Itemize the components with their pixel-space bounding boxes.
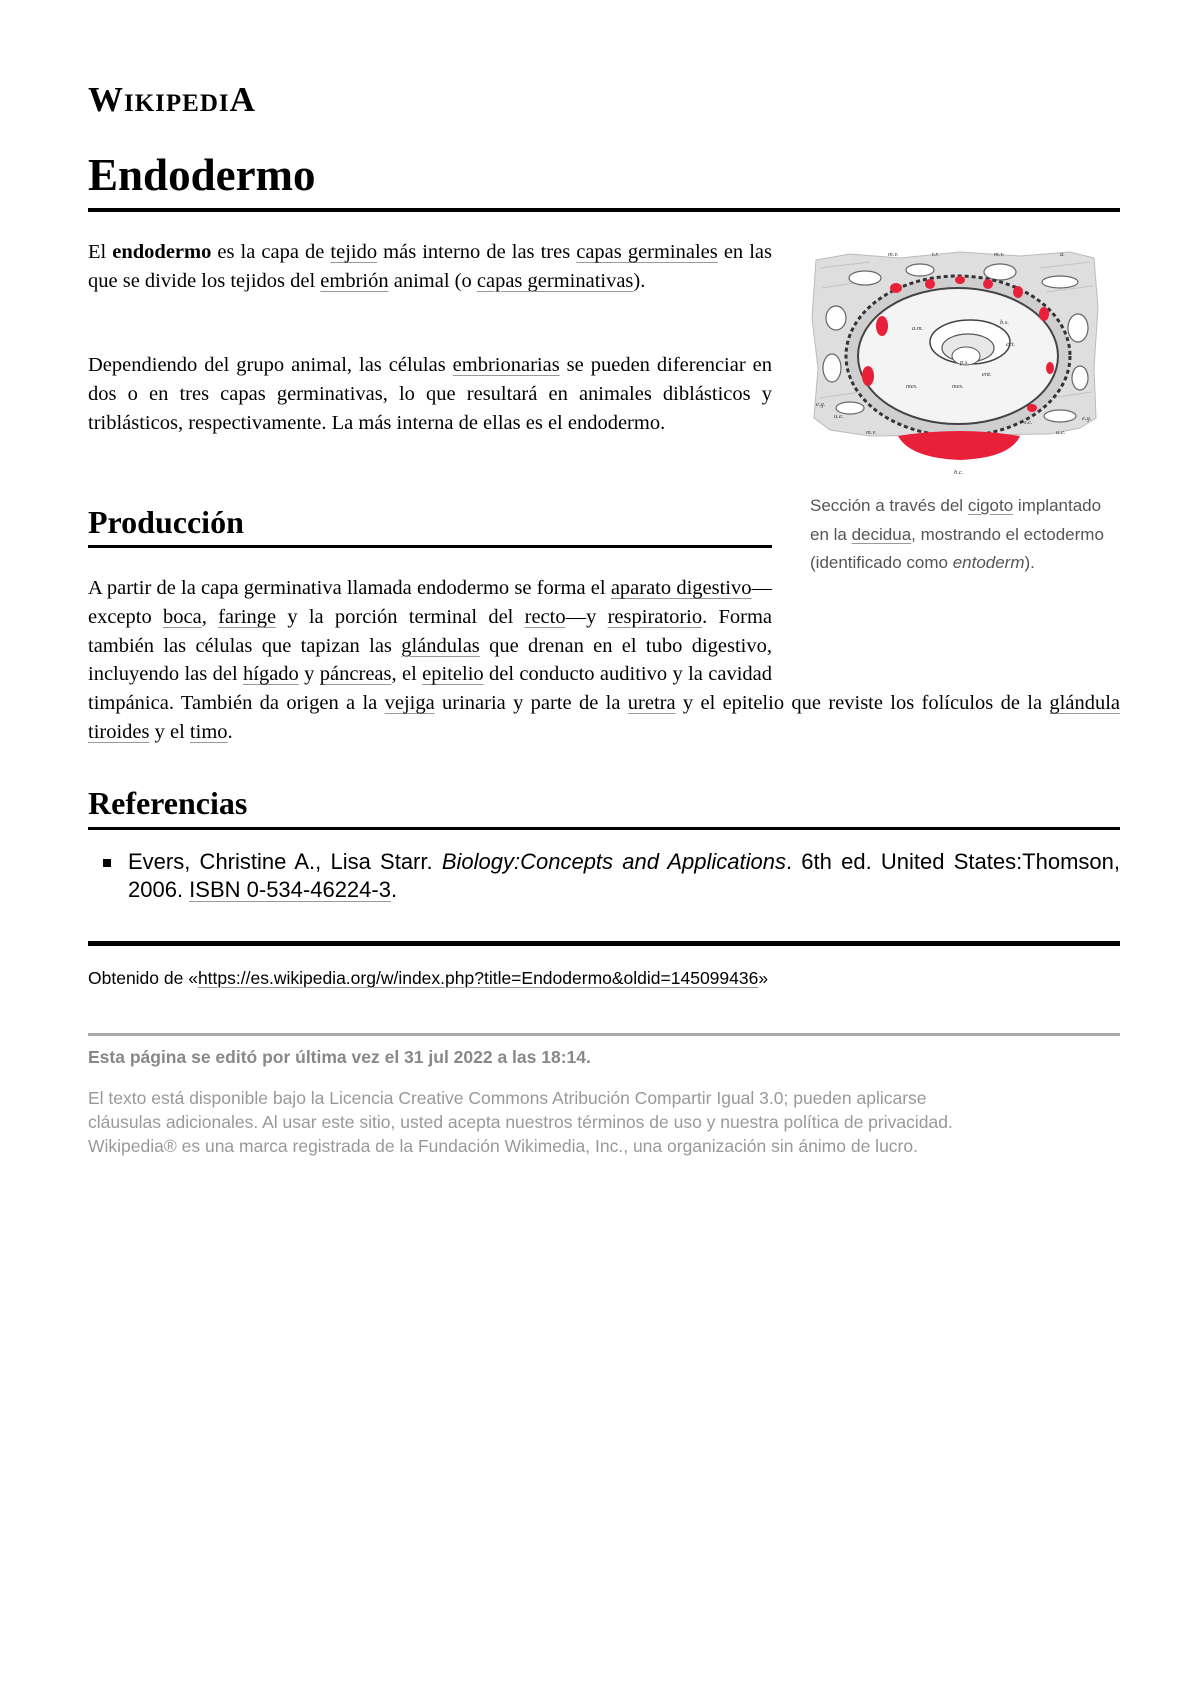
- svg-text:a.m.: a.m.: [912, 325, 924, 332]
- footer-grey-divider: [88, 1033, 1120, 1036]
- link-vejiga[interactable]: vejiga: [384, 692, 435, 715]
- produccion-paragraph: A partir de la capa germinativa llamada endodermo se forma el aparato digestivo—excepto boca, faringe y la porción terminal del recto—y respiratorio. Forma también las células que tapizan las glándulas que drenan en el tubo digestivo, incluyendo las del hígado y páncreas, el epitelio del conducto auditivo y la cavidad timpánica. También da origen a la vejiga urinaria y parte de la uretra y el epitelio que reviste los folículos de la glándula tiroides y el timo.: [88, 577, 1120, 743]
- svg-text:m.v.: m.v.: [866, 429, 877, 436]
- embryo-section-image[interactable]: [810, 248, 1100, 478]
- link-cigoto[interactable]: cigoto: [967, 496, 1014, 515]
- link-higado[interactable]: hígado: [243, 663, 299, 686]
- link-epitelio[interactable]: epitelio: [422, 663, 484, 686]
- link-timo[interactable]: timo: [189, 720, 228, 743]
- svg-text:m.v.: m.v.: [888, 251, 899, 258]
- svg-text:mes.: mes.: [952, 383, 964, 390]
- link-glandula-tiroides[interactable]: glándula tiroides: [88, 692, 1120, 743]
- svg-text:p.s.: p.s.: [960, 359, 970, 366]
- link-aparato-digestivo[interactable]: aparato digestivo: [610, 577, 752, 599]
- intro-paragraph-2: Dependiendo del grupo animal, las células embrionarias se pueden diferenciar en dos o en tres capas germinativas, lo que resultará en animales diblásticos y triblásticos, respectivamente. La más interna de ellas es el endodermo.: [88, 354, 773, 434]
- svg-text:t.r.: t.r.: [932, 251, 939, 258]
- link-boca[interactable]: boca: [163, 605, 202, 628]
- section-heading-referencias: Referencias: [88, 785, 248, 821]
- link-embrion[interactable]: embrión: [320, 269, 389, 292]
- footer-divider: [88, 941, 1120, 946]
- svg-text:u.e.: u.e.: [834, 413, 844, 420]
- bold-term: endodermo: [112, 241, 212, 263]
- last-edited: Esta página se editó por última vez el 31 jul 2022 a las 18:14.: [88, 1047, 591, 1067]
- svg-text:b.c.: b.c.: [954, 469, 964, 476]
- link-tejido[interactable]: tejido: [330, 241, 378, 263]
- link-decidua[interactable]: decidua: [851, 524, 912, 544]
- bullet-icon: [103, 859, 111, 867]
- svg-text:mes.: mes.: [906, 383, 918, 390]
- link-glandulas[interactable]: glándulas: [401, 634, 480, 657]
- title-divider: [88, 208, 1120, 212]
- obtained-from: Obtenido de «https://es.wikipedia.org/w/index.php?title=Endodermo&oldid=145099436»: [88, 968, 769, 988]
- svg-text:s.c.: s.c.: [1024, 419, 1033, 426]
- link-uretra[interactable]: uretra: [627, 692, 676, 715]
- link-recto[interactable]: recto: [524, 605, 566, 628]
- section-divider: [88, 545, 772, 548]
- link-capas-germinales[interactable]: capas germinales: [576, 241, 718, 263]
- svg-text:m.v.: m.v.: [994, 251, 1005, 258]
- svg-text:ect.: ect.: [1006, 341, 1016, 348]
- svg-text:a.: a.: [1060, 251, 1065, 258]
- infobox: [810, 248, 1120, 578]
- svg-text:b.s.: b.s.: [1000, 319, 1010, 326]
- references-list: [88, 848, 1120, 904]
- page-title: Endodermo: [88, 150, 316, 200]
- link-pancreas[interactable]: páncreas: [319, 663, 392, 686]
- section-divider: [88, 827, 1120, 830]
- link-respiratorio[interactable]: respiratorio: [607, 605, 703, 628]
- link-faringe[interactable]: faringe: [218, 605, 277, 628]
- svg-text:u.e.: u.e.: [1056, 429, 1066, 436]
- svg-text:e.g.: e.g.: [816, 401, 826, 408]
- link-embrionarias[interactable]: embrionarias: [452, 354, 560, 376]
- wikipedia-logo[interactable]: WIKIPEDIA: [88, 80, 256, 119]
- infobox-caption: Sección a través del cigoto implantado en la decidua, mostrando el ectodermo (identificado como entoderm).: [810, 496, 1104, 572]
- svg-text:ent.: ent.: [982, 371, 992, 378]
- license-text: El texto está disponible bajo la Licencia Creative Commons Atribución Compartir Igual 3.0; pueden aplicarse cláusulas adicionales. Al usar este sitio, usted acepta nuestros términos de uso y nuestra política de privacidad. Wikipedia® es una marca registrada de la Fundación Wikimedia, Inc., una organización sin ánimo de lucro.: [88, 1088, 953, 1156]
- reference-item: Evers, Christine A., Lisa Starr. Biology:Concepts and Applications. 6th ed. United States:Thomson, 2006. ISBN 0-534-46224-3.: [88, 848, 1120, 904]
- section-heading-produccion: Producción: [88, 504, 244, 540]
- link-isbn[interactable]: ISBN 0-534-46224-3: [189, 877, 391, 902]
- svg-text:e.g.: e.g.: [1082, 415, 1092, 422]
- link-permalink[interactable]: https://es.wikipedia.org/w/index.php?title=Endodermo&oldid=145099436: [197, 968, 759, 988]
- intro-paragraph-1: El endodermo es la capa de tejido más interno de las tres capas germinales en las que se divide los tejidos del embrión animal (o capas germinativas).: [88, 241, 772, 292]
- link-capas-germinativas[interactable]: capas germinativas: [476, 269, 634, 292]
